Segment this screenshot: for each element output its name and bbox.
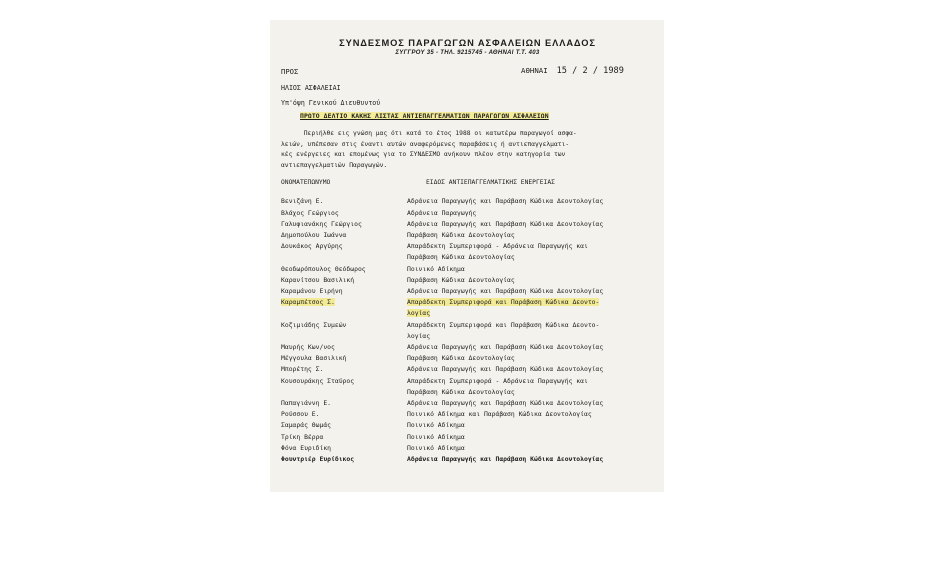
producer-name — [281, 364, 407, 375]
violation-description-text: Αδράνεια Παραγωγής και Παράβαση Κώδικα Δεοντολογίας — [407, 219, 604, 228]
violation-description — [407, 286, 654, 297]
intro-paragraph: Περιήλθε εις γνώση μας ότι κατά το έτος 1988 οι κατωτέρω παραγωγοί ασφα- λειών, υπέπεσαν στις έναντι αυτών αναφερόμενες παραβάσεις ή αντιεπαγγελματι- κές ενέργειες και επομένως για το ΣΥΝΔΕΣΜΟ ανήκουν πλέον στην κατηγορία των αντιεπαγγελματιών Παραγωγών. — [281, 130, 577, 169]
list-item — [281, 297, 654, 319]
organization-name: ΣΥΝΔΕΣΜΟΣ ΠΑΡΑΓΩΓΩΝ ΑΣΦΑΛΕΙΩΝ ΕΛΛΑΔΟΣ — [339, 38, 596, 48]
violation-description-text: Αδράνεια Παραγωγής και Παράβαση Κώδικα Δεοντολογίας — [407, 365, 604, 374]
producer-name-text: Καρανίτσου Βασιλική — [281, 275, 355, 284]
list-item — [281, 241, 654, 263]
producer-name-text: Τρίκη Βέρρα — [281, 432, 324, 441]
producer-name — [281, 241, 407, 263]
recipient-company: ΗΛΙΟΣ ΑΣΦΑΛΕΙΑΙ — [281, 84, 341, 92]
date-value: 15 / 2 / 1989 — [556, 66, 624, 76]
list-item — [281, 286, 654, 297]
violation-description-text: Απαράδεκτη Συμπεριφορά - Αδράνεια Παραγωγής και Παράβαση Κώδικα Δεοντολογίας — [407, 242, 588, 262]
producer-name-text: Γαλυφιανάκης Γεώργιος — [281, 219, 362, 228]
violation-description-text: Αδράνεια Παραγωγής και Παράβαση Κώδικα Δεοντολογίας — [407, 197, 604, 206]
producer-name-text: Παπαγιάννη Ε. — [281, 399, 332, 408]
list-item — [281, 230, 654, 241]
name-column-header: ΟΝΟΜΑΤΕΠΩΝΥΜΟ — [281, 179, 331, 187]
violation-description-text: Απαράδεκτη Συμπεριφορά και Παράβαση Κώδικα Δεοντο- λογίας — [407, 320, 600, 340]
violation-description — [407, 454, 654, 465]
violation-description — [407, 376, 654, 398]
list-item — [281, 432, 654, 443]
violation-description-text: Παράβαση Κώδικα Δεοντολογίας — [407, 354, 515, 363]
violation-description — [407, 297, 654, 319]
list-column-headers — [281, 179, 654, 191]
producer-name-text: Μέγγουλα Βασιλική — [281, 354, 347, 363]
violation-description-text: Αδράνεια Παραγωγής και Παράβαση Κώδικα Δεοντολογίας — [407, 287, 604, 295]
producer-name — [281, 196, 407, 207]
list-item — [281, 420, 654, 431]
violation-description — [407, 409, 654, 420]
producer-name-text: Κουσουράκης Σταύρος — [281, 376, 355, 385]
producer-name — [281, 432, 407, 443]
recipient-attention: Υπ'όψη Γενικού Διευθυντού — [281, 99, 381, 107]
producer-name-text: Μπορέτης Σ. — [281, 365, 324, 374]
list-item — [281, 219, 654, 230]
violation-description-text: Ποινικό Αδίκημα — [407, 421, 465, 430]
producer-name-text: Φόνα Ευριδίκη — [281, 443, 332, 452]
producer-name — [281, 353, 407, 364]
date-label: ΑΘΗΝΑΙ — [521, 66, 548, 75]
violation-description-text: Ποινικό Αδίκημα — [407, 443, 465, 452]
violation-description — [407, 196, 654, 207]
list-item — [281, 320, 654, 342]
violation-description-text: Αδράνεια Παραγωγής — [407, 208, 477, 217]
violation-description-text: Παράβαση Κώδικα Δεοντολογίας — [407, 230, 515, 239]
type-column-header: ΕΙΔΟΣ ΑΝΤΙΕΠΑΓΓΕΛΜΑΤΙΚΗΣ ΕΝΕΡΓΕΙΑΣ — [426, 179, 555, 187]
pros-label: ΠΡΟΣ — [281, 67, 299, 76]
list-item — [281, 364, 654, 375]
producer-name — [281, 376, 407, 398]
producer-name — [281, 320, 407, 342]
list-item — [281, 264, 654, 275]
violation-description — [407, 353, 654, 364]
list-item — [281, 454, 654, 465]
producer-name-text: Φουντριέρ Ευρίδικος — [281, 455, 355, 464]
violation-description — [407, 241, 654, 263]
violation-description-text: Παράβαση Κώδικα Δεοντολογίας — [407, 275, 515, 284]
document-page — [270, 20, 664, 492]
producer-name — [281, 219, 407, 230]
producer-name-text: Δουκάκος Αργύρης — [281, 242, 343, 251]
letterhead — [281, 38, 654, 56]
producer-name — [281, 275, 407, 286]
violation-description-text: Ποινικό Αδίκημα — [407, 264, 465, 273]
violation-description-text: Απαράδεκτη Συμπεριφορά - Αδράνεια Παραγωγής και Παράβαση Κώδικα Δεοντολογίας — [407, 376, 588, 396]
subject-text: ΠΡΩΤΟ ΔΕΛΤΙΟ ΚΑΚΗΣ ΛΙΣΤΑΣ ΑΝΤΙΕΠΑΓΓΕΛΜΑΤΙΩΝ ΠΑΡΑΓΩΓΩΝ ΑΣΦΑΛΕΙΩΝ — [300, 112, 549, 120]
list-item — [281, 398, 654, 409]
list-item — [281, 353, 654, 364]
violation-description — [407, 364, 654, 375]
list-item — [281, 443, 654, 454]
list-item — [281, 196, 654, 207]
producer-name-text: Ρούσσου Ε. — [281, 410, 320, 419]
violation-description-text: Αδράνεια Παραγωγής και Παράβαση Κώδικα Δεοντολογίας — [407, 455, 604, 464]
list-item — [281, 342, 654, 353]
violation-description-text: Αδράνεια Παραγωγής και Παράβαση Κώδικα Δεοντολογίας — [407, 399, 604, 408]
organization-address: ΣΥΓΓΡΟΥ 35 - ΤΗΛ. 9215745 - ΑΘΗΝΑΙ Τ.Τ. 403 — [395, 50, 540, 56]
producer-name — [281, 297, 407, 319]
violation-description — [407, 443, 654, 454]
producer-name — [281, 420, 407, 431]
list-item — [281, 409, 654, 420]
producer-name — [281, 230, 407, 241]
violation-description-text: Ποινικό Αδίκημα και Παράβαση Κώδικα Δεοντολογίας — [407, 410, 592, 419]
producer-name-text: Βενιζάνη Ε. — [281, 197, 324, 206]
violation-description — [407, 420, 654, 431]
producer-name-text: Βλάχος Γεώργιος — [281, 208, 339, 217]
producer-name-text: Δημοπούλου Ιωάννα — [281, 230, 347, 239]
producers-list — [281, 196, 654, 465]
violation-description — [407, 342, 654, 353]
producer-name — [281, 264, 407, 275]
producer-name — [281, 454, 407, 465]
producer-name-text: Θεοδωρόπουλος Θεόδωρος — [281, 264, 366, 273]
producer-name — [281, 342, 407, 353]
producer-name-text: Καραμπέτσος Σ. — [281, 298, 335, 307]
violation-description — [407, 398, 654, 409]
violation-description — [407, 275, 654, 286]
producer-name-text: Μαυρής Κων/νος — [281, 343, 335, 352]
list-item — [281, 376, 654, 398]
violation-description — [407, 320, 654, 342]
producer-name-text: Κοζιμιάδης Συμεών — [281, 320, 347, 329]
violation-description-text: Απαράδεκτη Συμπεριφορά και Παράβαση Κώδικα Δεοντο- λογίας — [407, 298, 600, 318]
list-item — [281, 275, 654, 286]
letter-subject — [300, 112, 654, 120]
violation-description — [407, 264, 654, 275]
producer-name — [281, 409, 407, 420]
violation-description — [407, 219, 654, 230]
producer-name — [281, 443, 407, 454]
violation-description — [407, 208, 654, 219]
violation-description — [407, 432, 654, 443]
violation-description — [407, 230, 654, 241]
letter-date — [521, 66, 624, 76]
violation-description-text: Ποινικό Αδίκημα — [407, 432, 465, 441]
producer-name — [281, 398, 407, 409]
producer-name — [281, 286, 407, 297]
list-item — [281, 208, 654, 219]
producer-name-text: Σαμαράς Θωμάς — [281, 421, 332, 430]
violation-description-text: Αδράνεια Παραγωγής και Παράβαση Κώδικα Δεοντολογίας — [407, 343, 604, 352]
producer-name-text: Καραμάνου Ειρήνη — [281, 287, 343, 295]
recipient-date-row — [281, 67, 654, 81]
producer-name — [281, 208, 407, 219]
